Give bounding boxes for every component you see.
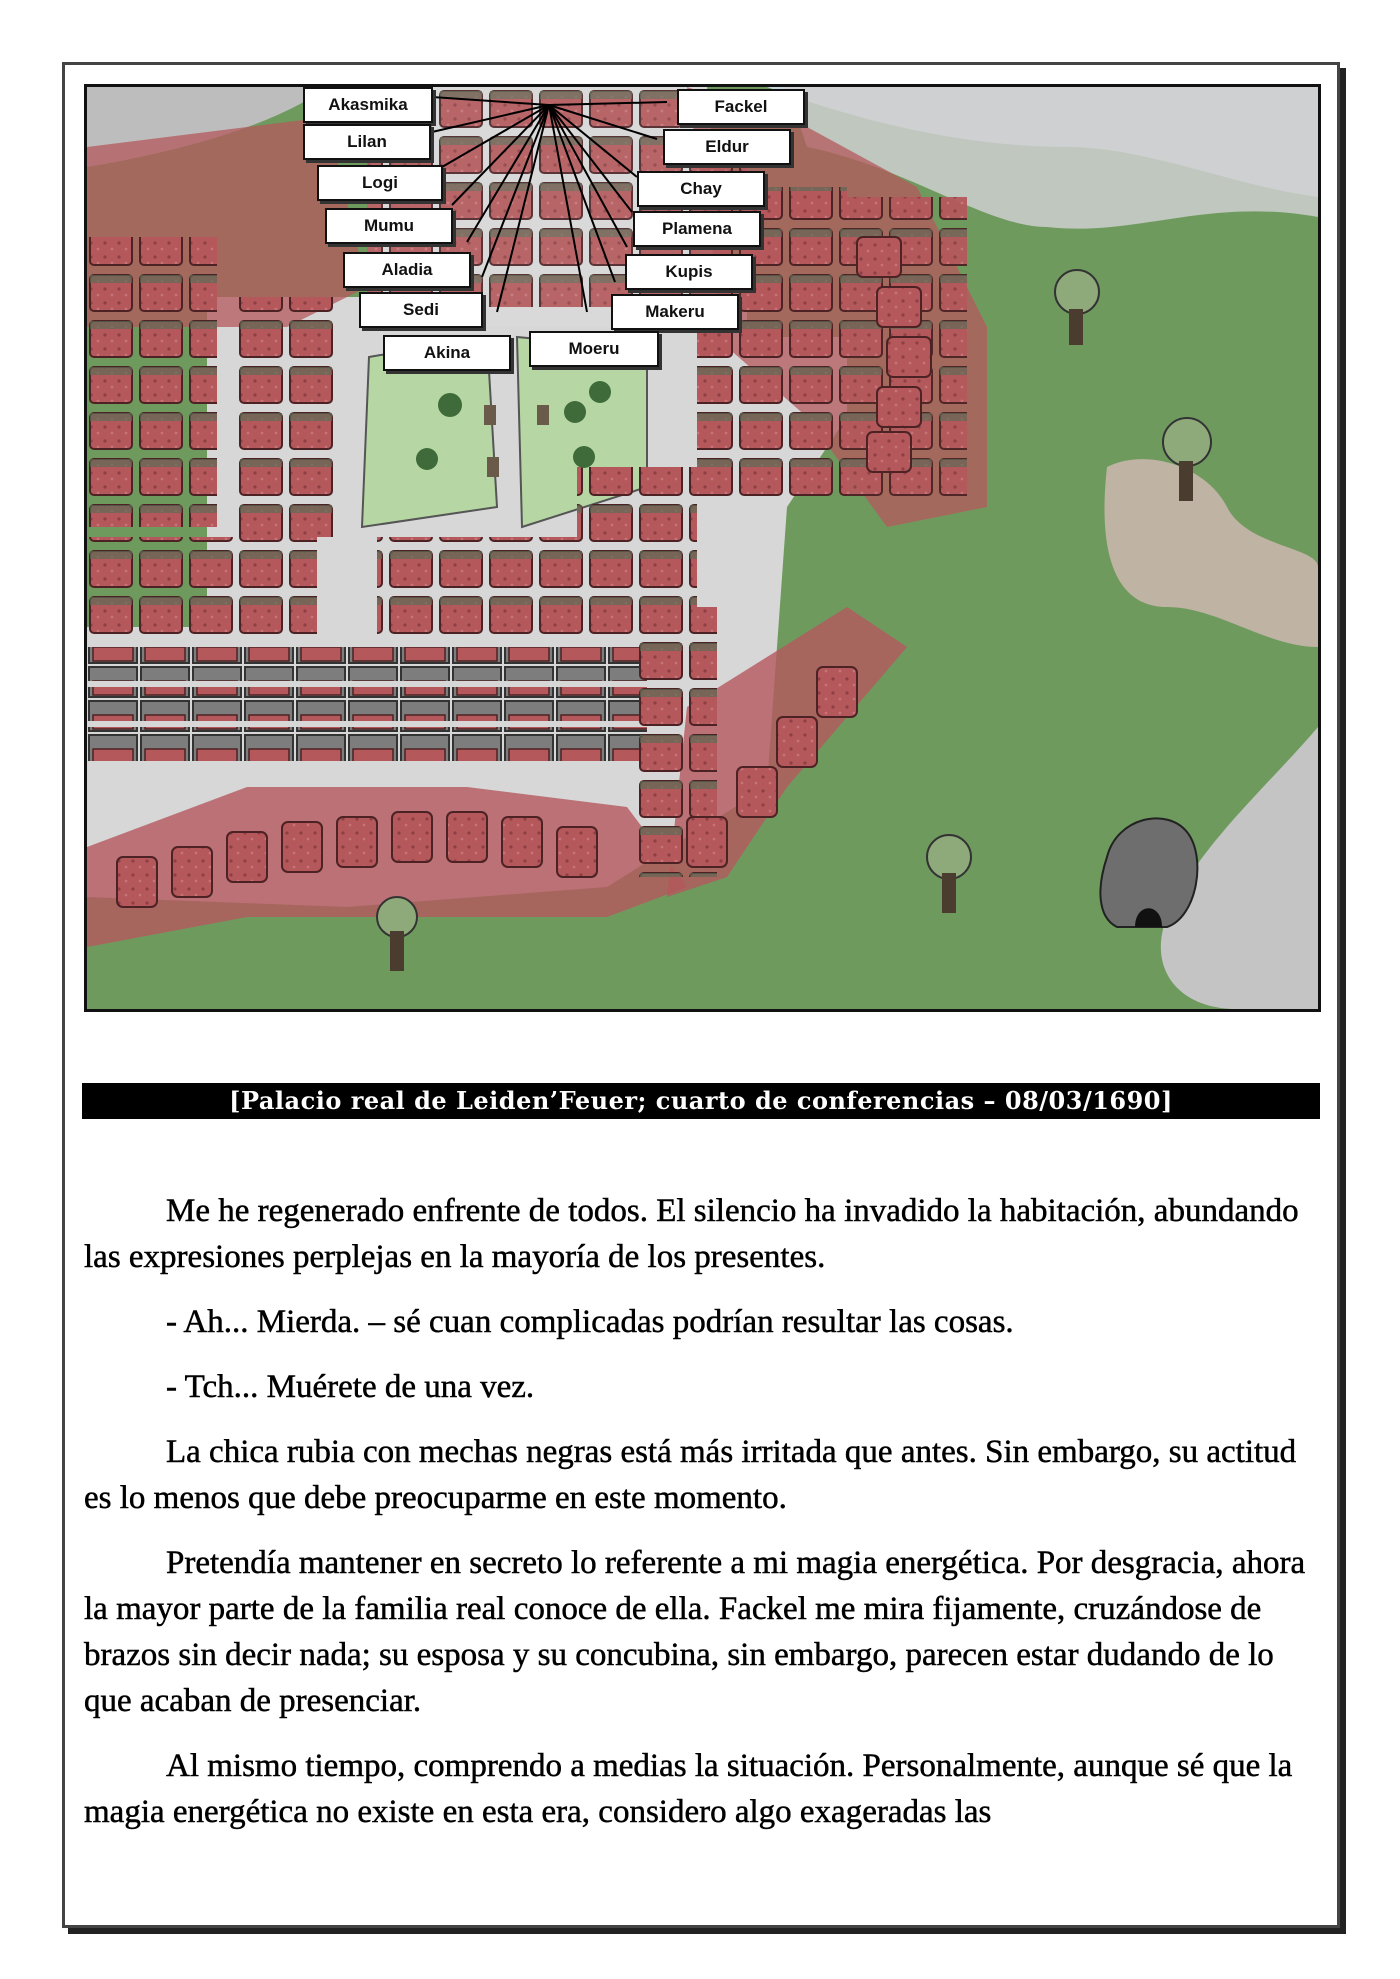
label-eldur: Eldur <box>663 129 791 165</box>
paragraph: Pretendía mantener en secreto lo referente a mi magia energética. Por desgracia, ahora la mayor parte de la familia real conoce de ella. Fackel me mira fijamente, cruzándose de brazos sin decir nada; su esposa y su concubina, sin embargo, parecen estar dudando de lo que acaban de presenciar. <box>84 1545 1306 1719</box>
paragraph: Me he regenerado enfrente de todos. El silencio ha invadido la habitación, abundando las expresiones perplejas en la mayoría de los presentes. <box>84 1193 1299 1275</box>
label-akina: Akina <box>383 335 511 371</box>
label-sedi: Sedi <box>359 292 483 328</box>
label-kupis: Kupis <box>625 254 753 290</box>
label-lilan: Lilan <box>303 124 431 160</box>
paragraph: La chica rubia con mechas negras está más irritada que antes. Sin embargo, su actitud es lo menos que debe preocuparme en este momento. <box>84 1434 1297 1516</box>
scene-header: [Palacio real de Leiden’Feuer; cuarto de conferencias – 08/03/1690] <box>82 1083 1320 1119</box>
paragraph: - Tch... Muérete de una vez. <box>166 1369 535 1405</box>
town-map <box>84 84 1321 1012</box>
body-text <box>84 1188 1316 1854</box>
label-makeru: Makeru <box>611 294 739 330</box>
label-plamena: Plamena <box>633 211 761 247</box>
label-aladia: Aladia <box>343 252 471 288</box>
paragraph: - Ah... Mierda. – sé cuan complicadas podrían resultar las cosas. <box>166 1304 1014 1340</box>
label-logi: Logi <box>317 165 443 201</box>
label-chay: Chay <box>637 171 765 207</box>
label-akasmika: Akasmika <box>303 87 433 123</box>
label-mumu: Mumu <box>325 208 453 244</box>
label-moeru: Moeru <box>529 331 659 367</box>
paragraph: Al mismo tiempo, comprendo a medias la situación. Personalmente, aunque sé que la magia energética no existe en esta era, considero algo exageradas las <box>84 1748 1293 1830</box>
label-fackel: Fackel <box>677 89 805 125</box>
